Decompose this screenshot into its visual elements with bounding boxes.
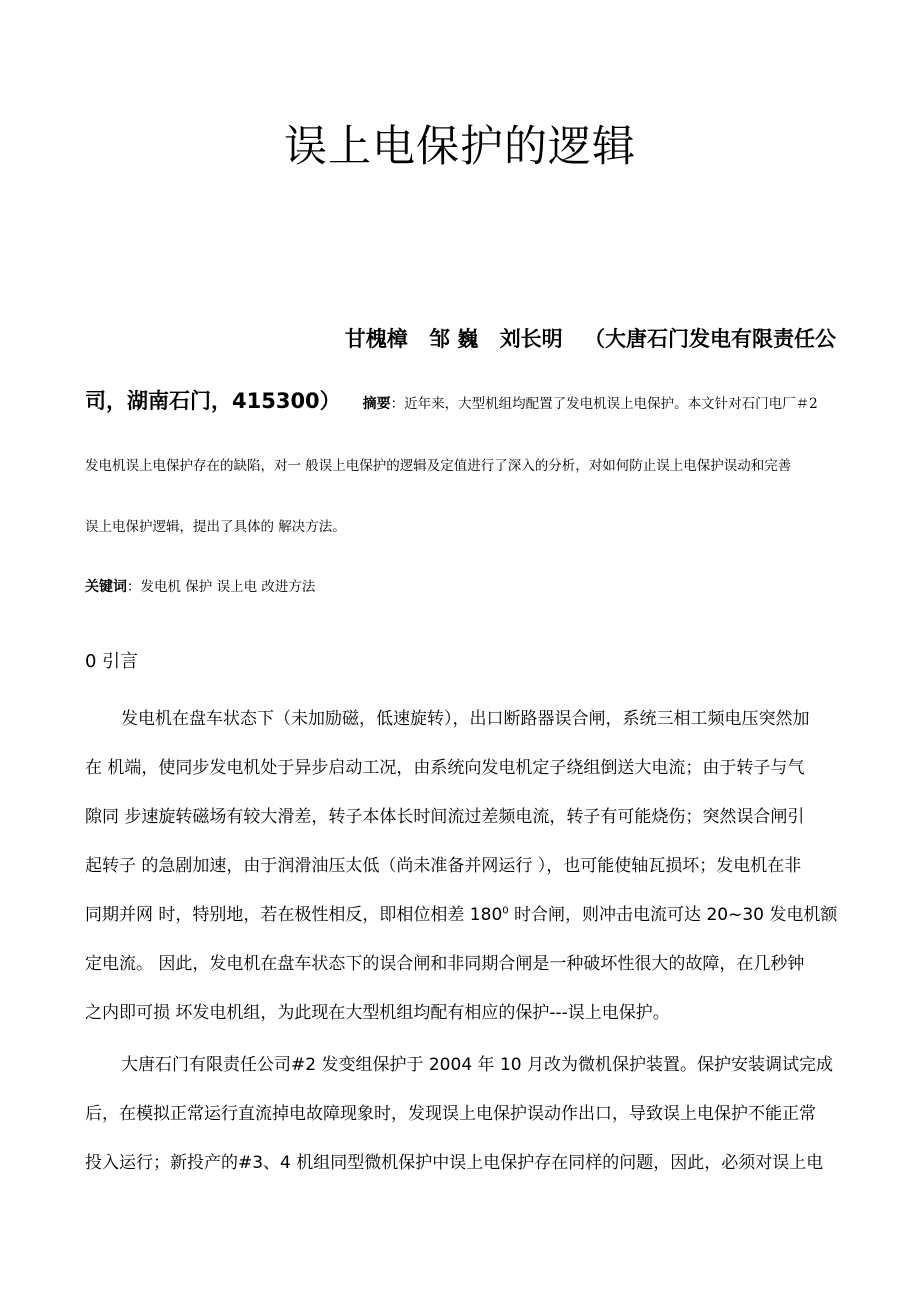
author-name: 邹 巍: [429, 327, 479, 351]
paragraph-line: 发电机在盘车状态下（未加励磁，低速旋转），出口断路器误合闸，系统三相工频电压突然加: [121, 709, 810, 729]
affiliation-start: （大唐石门发电有限责任公: [584, 327, 836, 351]
paragraph-text: 同期并网 时，特别地，若在极性相反，即相位相差 180: [85, 905, 503, 925]
paragraph-text: 时合闸，则冲击电流可达 20~30 发电机额: [508, 905, 838, 925]
keywords-label: 关键词: [85, 579, 127, 595]
keywords-colon: ：: [127, 579, 141, 595]
author-name: 刘长明: [499, 327, 563, 351]
paragraph-line: 之内即可损 坏发电机组，为此现在大型机组均配有相应的保护---误上电保护。: [85, 1003, 670, 1023]
keywords-text: 发电机 保护 误上电 改进方法: [140, 579, 316, 595]
keywords-line: [85, 574, 315, 599]
section-heading-intro: 0 引言: [85, 651, 139, 672]
abstract-label: 摘要: [362, 396, 391, 412]
abstract-text-line3: 误上电保护逻辑，提出了具体的 解决方法。: [85, 519, 346, 535]
affiliation-abstract-line: [85, 384, 845, 421]
paragraph-line: 投入运行；新投产的#3、4 机组同型微机保护中误上电保护存在同样的问题，因此，必须对误上电: [85, 1153, 824, 1173]
paragraph-line: 起转子 的急剧加速，由于润滑油压太低（尚未准备并网运行 ），也可能使轴瓦损坏；发电机在非: [85, 856, 802, 876]
authors-line: [345, 322, 836, 356]
paragraph-line: 后，在模拟正常运行直流掉电故障现象时，发现误上电保护误动作出口，导致误上电保护不能正常: [85, 1104, 816, 1124]
paragraph-line-with-superscript: [85, 900, 837, 930]
document-title: 误上电保护的逻辑: [284, 122, 636, 172]
degree-superscript: 0: [502, 905, 509, 917]
paragraph-line: 定电流。 因此，发电机在盘车状态下的误合闸和非同期合闸是一种破坏性很大的故障，在几秒钟: [85, 954, 805, 974]
author-name: 甘槐樟: [344, 327, 408, 351]
paragraph-line: 大唐石门有限责任公司#2 发变组保护于 2004 年 10 月改为微机保护装置。保护安装调试完成: [121, 1055, 833, 1075]
abstract-text-line2: 发电机误上电保护存在的缺陷，对一 般误上电保护的逻辑及定值进行了深入的分析，对如何防止误上电保护误动和完善: [85, 458, 792, 474]
abstract-colon: ：: [390, 396, 405, 412]
paragraph-line: 在 机端，使同步发电机处于异步启动工况，由系统向发电机定子绕组倒送大电流；由于转子与气: [85, 758, 805, 778]
paragraph-line: 隙同 步速旋转磁场有较大滑差，转子本体长时间流过差频电流，转子有可能烧伤；突然误合闸引: [85, 807, 805, 827]
abstract-text-line1: 近年来，大型机组均配置了发电机误上电保护。本文针对石门电厂＃2: [404, 396, 818, 412]
affiliation-continued: 司，湖南石门，415300）: [85, 389, 341, 413]
